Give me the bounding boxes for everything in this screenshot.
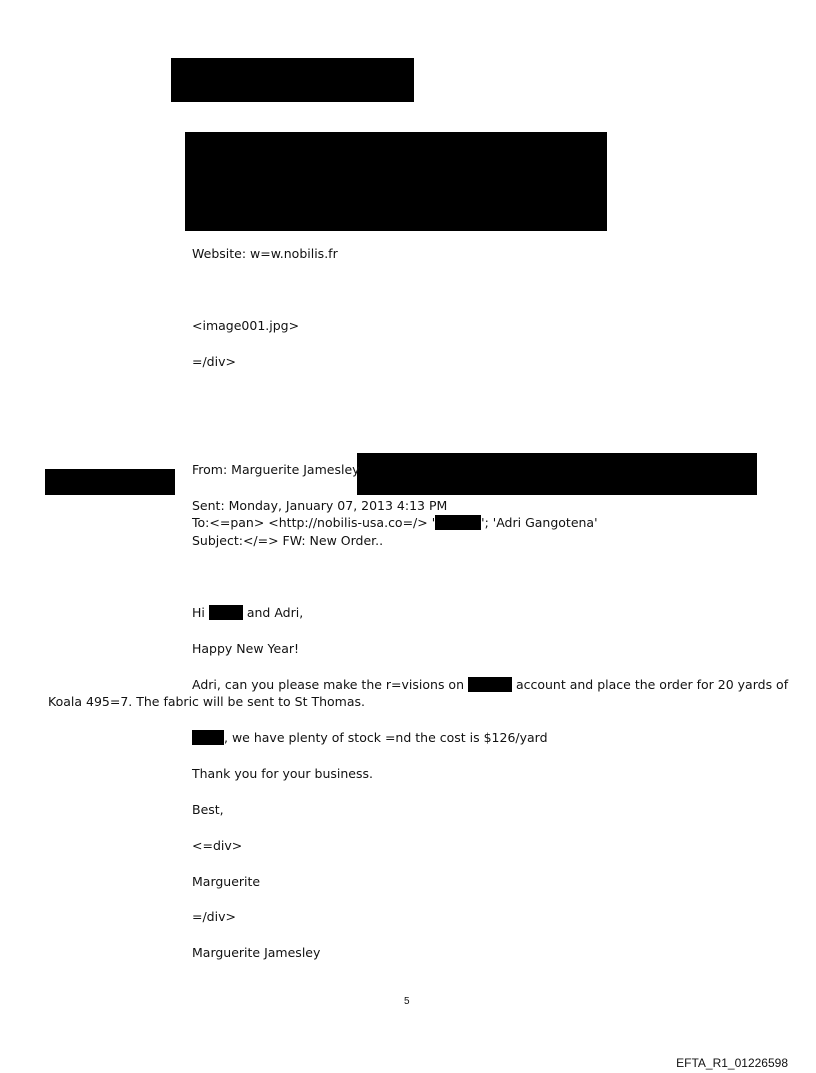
image-placeholder: <image001.jpg> xyxy=(192,318,300,333)
paragraph-2-line xyxy=(192,730,548,746)
subject-line: Subject:</=> FW: New Order.. xyxy=(192,533,384,548)
greeting-end: and Adri, xyxy=(242,605,304,620)
document-id-footer: EFTA_R1_01226598 xyxy=(676,1056,788,1070)
redaction-block-from-email xyxy=(357,453,757,495)
div-close-tag: =/div> xyxy=(192,354,236,369)
to-line xyxy=(192,515,598,531)
para2-end: , we have plenty of stock =nd the cost is $126/yard xyxy=(224,730,548,745)
paragraph-1-line-1 xyxy=(192,677,788,693)
redaction-inline-to xyxy=(435,515,481,530)
redaction-inline-name xyxy=(192,730,224,745)
sent-line: Sent: Monday, January 07, 2013 4:13 PM xyxy=(192,498,448,513)
greeting-line xyxy=(192,605,303,621)
full-name-line: Marguerite Jamesley xyxy=(192,945,321,960)
para1-start: Adri, can you please make the r=visions on xyxy=(192,677,468,692)
paragraph-1-line-2: Koala 495=7. The fabric will be sent to St Thomas. xyxy=(48,694,365,709)
happy-new-year-line: Happy New Year! xyxy=(192,641,300,656)
thanks-line: Thank you for your business. xyxy=(192,766,373,781)
from-line: From: Marguerite Jamesley xyxy=(192,462,360,477)
redaction-block-large xyxy=(185,132,607,231)
para1-end: account and place the order for 20 yards of xyxy=(511,677,789,692)
website-line: Website: w=w.nobilis.fr xyxy=(192,246,338,261)
div-close-tag-body: =/div> xyxy=(192,909,236,924)
redaction-inline-greeting xyxy=(209,605,243,620)
div-open-tag: <=div> xyxy=(192,838,243,853)
redaction-inline-account xyxy=(468,677,512,692)
redaction-block-left-margin xyxy=(45,469,175,495)
best-line: Best, xyxy=(192,802,224,817)
to-prefix: To:<=pan> <http://nobilis-usa.co=/> ' xyxy=(192,515,436,530)
page-number: 5 xyxy=(404,996,410,1007)
redaction-block-top xyxy=(171,58,414,102)
first-name-line: Marguerite xyxy=(192,874,261,889)
to-recipients: '; 'Adri Gangotena' xyxy=(481,515,598,530)
greeting-start: Hi xyxy=(192,605,209,620)
